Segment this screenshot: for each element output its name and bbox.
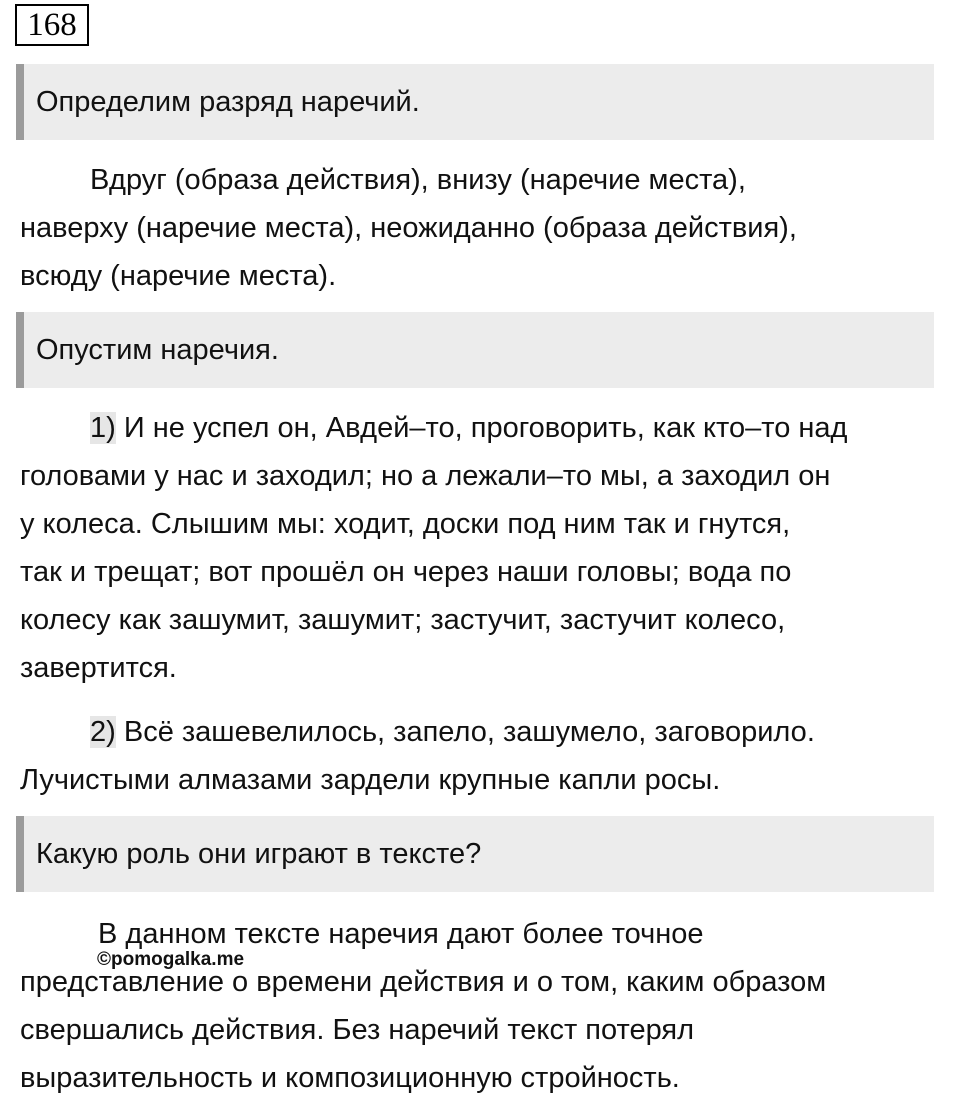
example-marker-2: 2)	[90, 716, 116, 748]
text-line: всюду (наречие места).	[20, 260, 337, 292]
paragraph-example-2	[20, 708, 950, 804]
section-header-omit-adverbs: Опустим наречия.	[16, 312, 934, 388]
text-line: Вдруг (образа действия), внизу (наречие места),	[90, 164, 746, 196]
text-line: Лучистыми алмазами зардели крупные капли росы.	[20, 764, 721, 796]
text-line: так и трещат; вот прошёл он через наши головы; вода по	[20, 556, 792, 588]
paragraph-answer	[20, 910, 950, 1102]
paragraph-example-1	[20, 404, 950, 692]
watermark: ©pomogalka.me	[97, 949, 245, 970]
section-header-role-question: Какую роль они играют в тексте?	[16, 816, 934, 892]
text-line: наверху (наречие места), неожиданно (образа действия),	[20, 212, 797, 244]
text-line: завертится.	[20, 652, 177, 684]
example-marker-1: 1)	[90, 412, 116, 444]
text-line: В данном тексте наречия дают более точное	[98, 918, 704, 950]
text-line: у колеса. Слышим мы: ходит, доски под ним так и гнутся,	[20, 508, 791, 540]
text-line: головами у нас и заходил; но а лежали–то мы, а заходил он	[20, 460, 831, 492]
text-line: представление о времени действия и о том, каким образом	[20, 966, 827, 998]
text-span: Всё зашевелилось, запело, зашумело, заговорило.	[115, 716, 815, 748]
text-line: выразительность и композиционную стройность.	[20, 1062, 680, 1094]
text-line	[20, 404, 950, 452]
text-line: свершались действия. Без наречий текст потерял	[20, 1014, 694, 1046]
section-header-adverb-category: Определим разряд наречий.	[16, 64, 934, 140]
text-line	[20, 708, 950, 756]
paragraph-adverb-categories	[20, 156, 950, 300]
task-number: 168	[15, 4, 89, 46]
text-line: колесу как зашумит, зашумит; застучит, застучит колесо,	[20, 604, 786, 636]
text-span: И не успел он, Авдей–то, проговорить, как кто–то над	[115, 412, 848, 444]
